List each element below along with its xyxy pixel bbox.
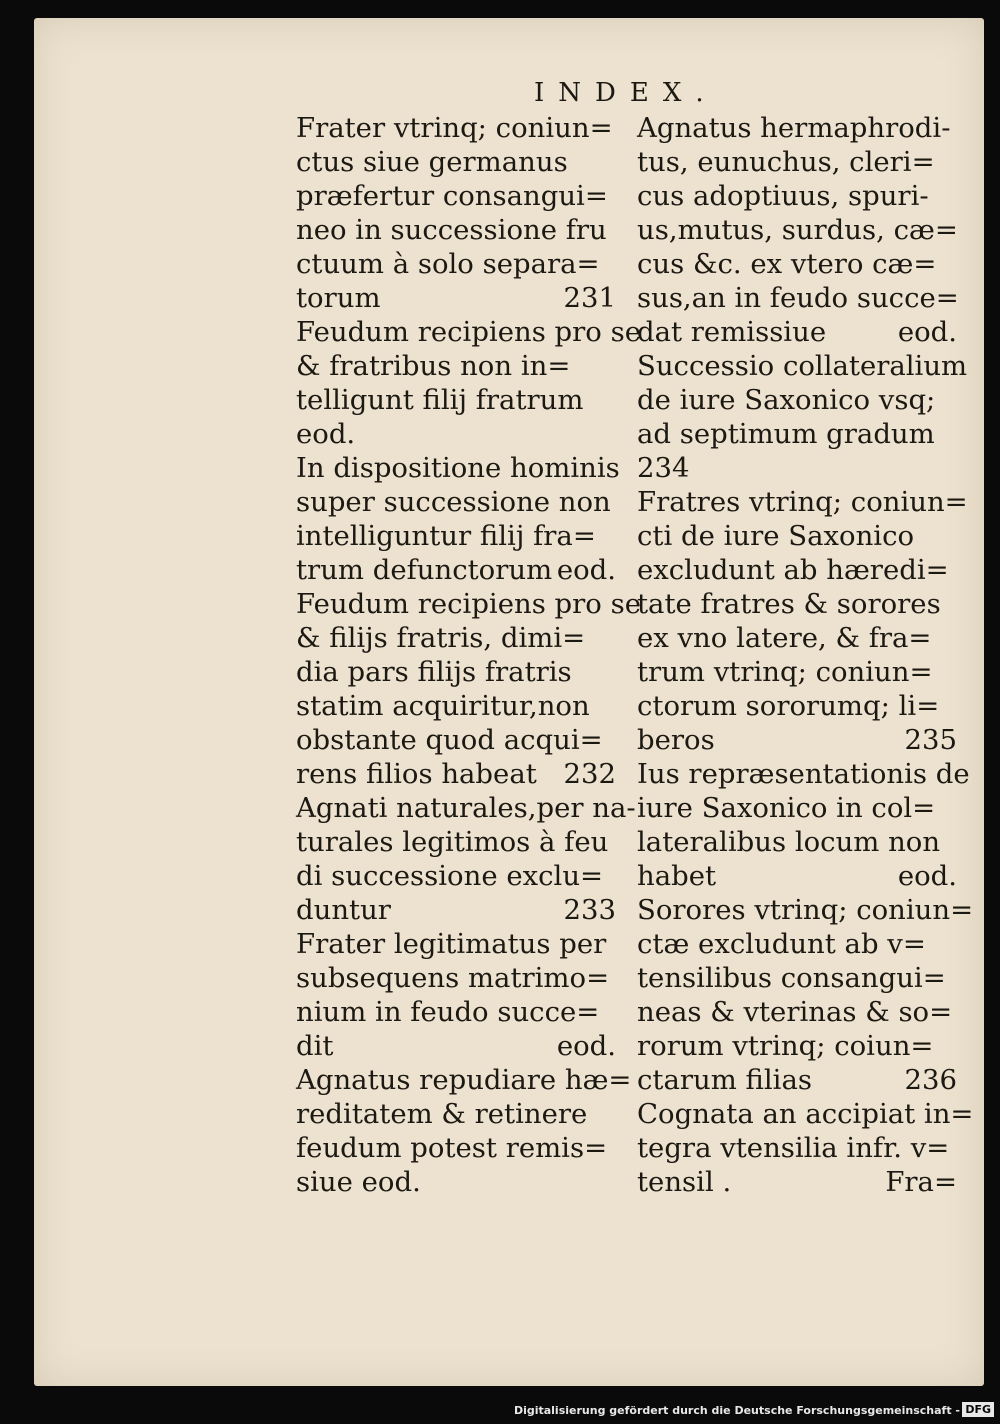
index-entry <box>637 485 968 757</box>
entry-line: lateralibus locum non <box>637 826 941 858</box>
entry-line: tensilibus consangui= <box>637 962 946 994</box>
entry-line: Feudum recipiens pro se <box>296 588 641 620</box>
entry-text: eod. <box>296 418 356 450</box>
entry-text: tensil . <box>637 1166 732 1198</box>
entry-line: Successio collateralium <box>637 350 968 382</box>
index-entry <box>296 791 636 927</box>
entry-line: Agnati naturales,per na- <box>296 792 636 824</box>
entry-last-line <box>637 1063 957 1097</box>
funding-notice: Digitalisierung gefördert durch die Deutsche Forschungsgemeinschaft - <box>513 1404 960 1417</box>
entry-line: sus,an in feudo succe= <box>637 282 959 314</box>
entry-last-line <box>637 859 957 893</box>
page-reference: Fra= <box>885 1166 957 1198</box>
entry-line: Feudum recipiens pro se <box>296 316 641 348</box>
entry-line: nium in feudo succe= <box>296 996 600 1028</box>
entry-text: dit <box>296 1030 334 1062</box>
entry-last-line <box>296 1165 616 1199</box>
entry-line: super successione non <box>296 486 611 518</box>
entry-line: Sorores vtrinq; coniun= <box>637 894 974 926</box>
index-entry <box>296 111 616 315</box>
entry-line: & filijs fratris, dimi= <box>296 622 586 654</box>
entry-line: In dispositione hominis <box>296 452 620 484</box>
entry-line: feudum potest remis= <box>296 1132 608 1164</box>
entry-text: habet <box>637 860 717 892</box>
dfg-logo: DFG <box>962 1402 994 1417</box>
entry-line: di successione exclu= <box>296 860 604 892</box>
index-entry <box>296 451 620 587</box>
entry-last-line <box>296 893 616 927</box>
entry-line: Ius repræsentationis de <box>637 758 970 790</box>
page-reference: 232 <box>563 758 616 790</box>
entry-line: subsequens matrimo= <box>296 962 610 994</box>
entry-line: ctuum à solo separa= <box>296 248 600 280</box>
entry-last-line <box>637 451 957 485</box>
page-reference: 233 <box>563 894 616 926</box>
entry-line: us,mutus, surdus, cæ= <box>637 214 958 246</box>
page-reference: eod. <box>556 554 616 586</box>
entry-text: duntur <box>296 894 391 926</box>
entry-line: cus adoptiuus, spuri- <box>637 180 929 212</box>
entry-line: dia pars filijs fratris <box>296 656 572 688</box>
page-reference: 231 <box>563 282 616 314</box>
entry-line: turales legitimos à feu <box>296 826 609 858</box>
page-reference: eod. <box>897 860 957 892</box>
entry-line: ctæ excludunt ab v= <box>637 928 926 960</box>
entry-line: Frater legitimatus per <box>296 928 607 960</box>
entry-line: Frater vtrinq; coniun= <box>296 112 613 144</box>
entry-line: reditatem & retinere <box>296 1098 588 1130</box>
page-reference: 235 <box>904 724 957 756</box>
entry-last-line <box>296 1029 616 1063</box>
entry-line: excludunt ab hæredi= <box>637 554 949 586</box>
entry-last-line <box>296 417 616 451</box>
entry-last-line <box>637 315 957 349</box>
entry-text: rens filios habeat <box>296 758 537 790</box>
entry-line: cus &c. ex vtero cæ= <box>637 248 937 280</box>
entry-last-line <box>296 553 616 587</box>
book-page <box>34 18 984 1386</box>
entry-last-line <box>296 281 616 315</box>
entry-line: rorum vtrinq; coiun= <box>637 1030 934 1062</box>
index-entry <box>296 1063 632 1199</box>
entry-last-line <box>637 723 957 757</box>
left-index-column <box>296 111 641 1199</box>
index-entry <box>296 315 641 451</box>
page-reference: eod. <box>556 1030 616 1062</box>
entry-line: de iure Saxonico vsq; <box>637 384 936 416</box>
index-entry <box>296 587 641 791</box>
entry-line: tus, eunuchus, cleri= <box>637 146 935 178</box>
entry-line: ctorum sororumq; li= <box>637 690 940 722</box>
index-entry <box>637 1097 974 1199</box>
entry-line: ad septimum gradum <box>637 418 935 450</box>
entry-text: beros <box>637 724 715 756</box>
page-header: INDEX. <box>534 78 718 108</box>
index-entry <box>637 111 957 349</box>
entry-line: ex vno latere, & fra= <box>637 622 932 654</box>
entry-line: tate fratres & sorores <box>637 588 941 620</box>
entry-text: dat remissiue <box>637 316 827 348</box>
entry-line: præfertur consangui= <box>296 180 608 212</box>
entry-text: trum defunctorum <box>296 554 553 586</box>
entry-text: siue eod. <box>296 1166 421 1198</box>
entry-text: 234 <box>637 452 690 484</box>
index-entry <box>296 927 616 1063</box>
entry-line: iure Saxonico in col= <box>637 792 936 824</box>
entry-line: neo in successione fru <box>296 214 607 246</box>
entry-line: telligunt filij fratrum <box>296 384 584 416</box>
entry-line: trum vtrinq; coniun= <box>637 656 933 688</box>
entry-line: obstante quod acqui= <box>296 724 603 756</box>
entry-line: Cognata an accipiat in= <box>637 1098 974 1130</box>
index-entry <box>637 349 968 485</box>
entry-line: ctus siue germanus <box>296 146 568 178</box>
right-index-column <box>637 111 974 1199</box>
entry-line: Agnatus hermaphrodi- <box>637 112 951 144</box>
page-reference: eod. <box>897 316 957 348</box>
entry-line: cti de iure Saxonico <box>637 520 915 552</box>
entry-line: neas & vterinas & so= <box>637 996 953 1028</box>
entry-line: tegra vtensilia infr. v= <box>637 1132 950 1164</box>
entry-line: Agnatus repudiare hæ= <box>296 1064 632 1096</box>
page-reference: 236 <box>904 1064 957 1096</box>
entry-last-line <box>296 757 616 791</box>
entry-text: torum <box>296 282 381 314</box>
entry-line: Fratres vtrinq; coniun= <box>637 486 968 518</box>
entry-text: ctarum filias <box>637 1064 812 1096</box>
index-entry <box>637 893 974 1097</box>
entry-line: & fratribus non in= <box>296 350 571 382</box>
entry-line: statim acquiritur,non <box>296 690 590 722</box>
entry-last-line <box>637 1165 957 1199</box>
index-entry <box>637 757 970 893</box>
entry-line: intelliguntur filij fra= <box>296 520 596 552</box>
